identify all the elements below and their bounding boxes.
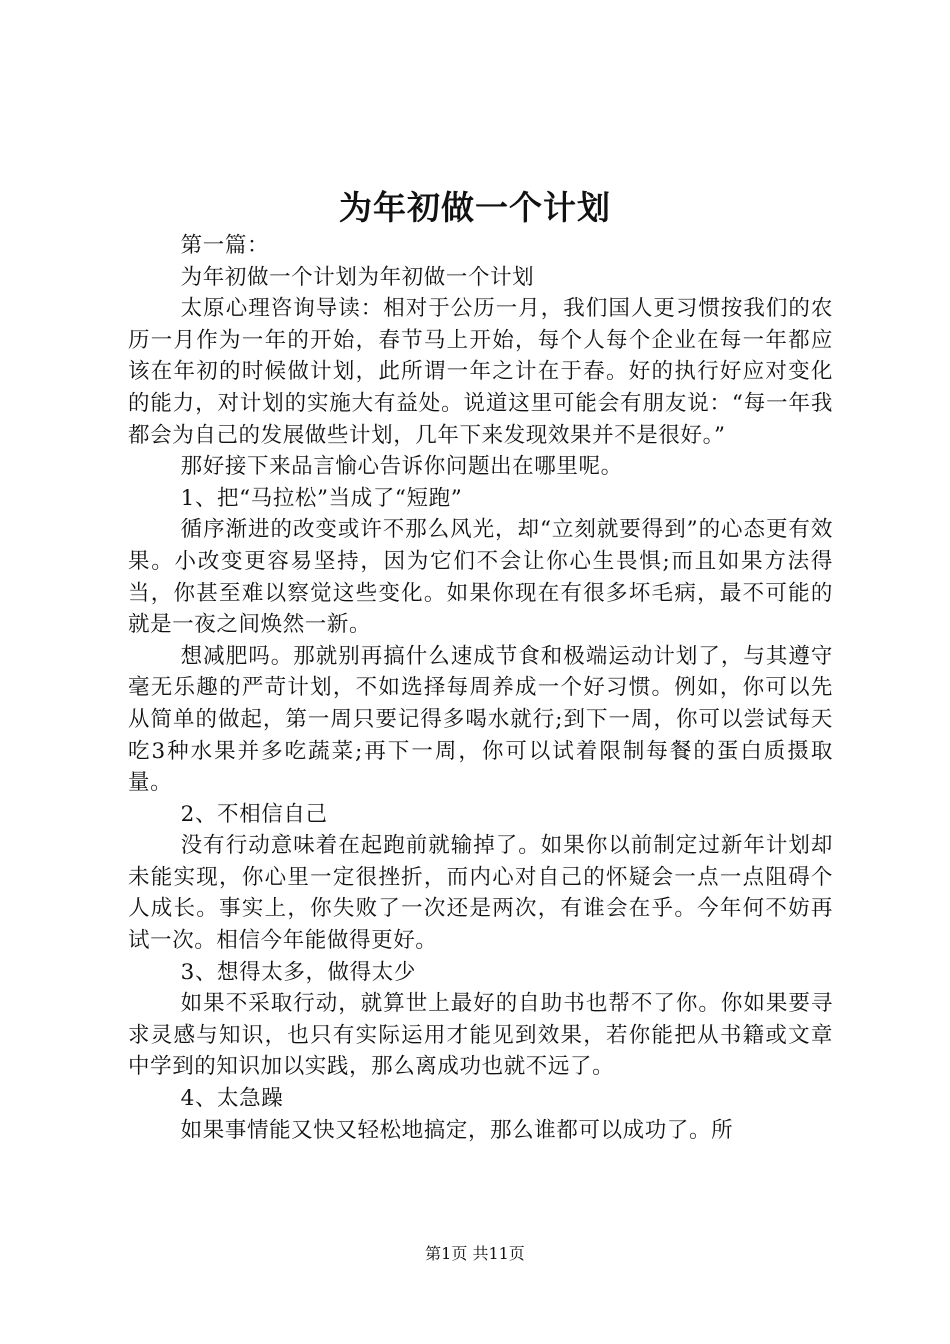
point-heading-4: 4、太急躁	[180, 1086, 284, 1112]
paragraph-point-3: 如果不采取行动，就算世上最好的自助书也帮不了你。你如果要寻求灵感与知识，也只有实际运用才能见到效果，若你能把从书籍或文章中学到的知识加以实践，那么离成功也就不远了。	[128, 991, 833, 1080]
paragraph-point-2: 没有行动意味着在起跑前就输掉了。如果你以前制定过新年计划却未能实现，你心里一定很挫折，而内心对自己的怀疑会一点一点阻碍个人成长。事实上，你失败了一次还是两次，有谁会在乎。今年何不妨再试一次。相信今年能做得更好。	[128, 833, 833, 954]
paragraph-point-4: 如果事情能又快又轻松地搞定，那么谁都可以成功了。所	[180, 1117, 734, 1143]
point-heading-2: 2、不相信自己	[180, 801, 328, 827]
paragraph-intro: 太原心理咨询导读：相对于公历一月，我们国人更习惯按我们的农历一月作为一年的开始，春节马上开始，每个人每个企业在每一年都应该在年初的时候做计划，此所谓一年之计在于春。好的执行好应对变化的能力，对计划的实施大有益处。说道这里可能会有朋友说：“每一年我都会为自己的发展做些计划，几年下来发现效果并不是很好。”	[128, 296, 833, 448]
document-title: 为年初做一个计划	[339, 188, 611, 227]
point-heading-3: 3、想得太多，做得太少	[180, 959, 416, 985]
paragraph-subtitle: 为年初做一个计划为年初做一个计划	[180, 264, 535, 290]
point-heading-1: 1、把“马拉松”当成了“短跑”	[180, 485, 463, 511]
paragraph-point-1b: 想减肥吗。那就别再搞什么速成节食和极端运动计划了，与其遵守毫无乐趣的严苛计划，不如选择每周养成一个好习惯。例如，你可以先从简单的做起，第一周只要记得多喝水就行;到下一周，你可以尝试每天吃3种水果并多吃蔬菜;再下一周，你可以试着限制每餐的蛋白质摄取量。	[128, 643, 833, 796]
paragraph-section-heading: 第一篇：	[180, 233, 270, 258]
page-number-footer: 第1页 共11页	[425, 1244, 525, 1263]
paragraph-transition: 那好接下来品言愉心告诉你问题出在哪里呢。	[180, 454, 623, 480]
paragraph-point-1a: 循序渐进的改变或许不那么风光，却“立刻就要得到”的心态更有效果。小改变更容易坚持，因为它们不会让你心生畏惧;而且如果方法得当，你甚至难以察觉这些变化。如果你现在有很多坏毛病，最不可能的就是一夜之间焕然一新。	[128, 517, 833, 638]
document-body	[128, 230, 833, 1146]
